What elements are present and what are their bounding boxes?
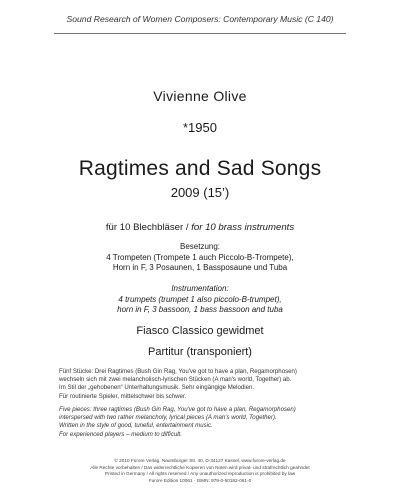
footer-line: © 2010 Furore Verlag, Naumburger Str. 40, D-34127 Kassel, www.furore-verlag.de xyxy=(114,458,286,463)
scoring-line-en: horn in F, 3 bassoon, 1 bass bassoon and tuba xyxy=(117,305,283,314)
description-line: Für routinierte Spieler, mittelschwer bis schwer. xyxy=(59,392,187,400)
description-german xyxy=(59,368,349,401)
scoring-german xyxy=(60,242,340,274)
footer-line: Printed in Germany / All rights reserved / Any unauthorized reproduction is prohibited by law xyxy=(104,471,296,477)
series-header: Sound Research of Women Composers: Contemporary Music (C 140) xyxy=(66,14,334,24)
instrumentation-german: für 10 Blechbläser / xyxy=(105,222,192,233)
description-line: Five pieces: three ragtimes (Bush Gin Rag, You've got to have a plan, Regamorphosen) xyxy=(59,406,296,413)
work-title: Ragtimes and Sad Songs xyxy=(78,157,322,180)
work-year-duration: 2009 (15’) xyxy=(170,185,230,200)
description-line: interspersed with two rather melancholy, lyrical pieces (A man's world, Together). xyxy=(59,414,277,422)
scoring-english xyxy=(60,284,340,316)
description-line: Written in the style of good, tuneful, entertainment music. xyxy=(59,422,213,430)
composer-name: Vivienne Olive xyxy=(153,88,247,104)
description-line: Im Stil der „gehobenen“ Unterhaltungsmusik. Sehr eingängige Melodien. xyxy=(59,384,255,392)
instrumentation-summary xyxy=(0,222,400,233)
scoring-heading-de: Besetzung: xyxy=(179,242,221,251)
score-type: Partitur (transponiert) xyxy=(148,346,252,358)
header-divider xyxy=(54,33,346,34)
scoring-heading-en: Instrumentation: xyxy=(171,284,229,293)
description-english xyxy=(59,406,349,439)
scoring-line-de: 4 Trompeten (Trompete 1 auch Piccolo-B-Trompete), xyxy=(106,252,294,262)
dedication: Fiasco Classico gewidmet xyxy=(136,325,264,337)
footer-line: Alle Rechte vorbehalten / Das widerrechtliche Kopieren von Noten wird privat- und strafrechtlich geahndet xyxy=(90,464,310,470)
description-line: Fünf Stücke: Drei Ragtimes (Bush Gin Rag, You've got to have a plan, Regamorphosen) xyxy=(59,368,297,375)
scoring-line-de: Horn in F, 3 Posaunen, 1 Bassposaune und Tuba xyxy=(112,263,288,272)
composer-birth-year: *1950 xyxy=(183,120,217,135)
footer-line: Furore Edition 10061 · ISMN: 979-0-50182-061-0 xyxy=(148,478,252,484)
description-line: For experienced players – medium to difficult. xyxy=(59,430,182,438)
description-line: wechseln sich mit zwei melancholisch-lyrischen Stücken (A man's world, Together) ab. xyxy=(59,376,292,384)
publisher-footer xyxy=(0,458,400,485)
scoring-line-en: 4 trumpets (trumpet 1 also piccolo-B-trumpet), xyxy=(118,294,282,304)
instrumentation-english: for 10 brass instruments xyxy=(191,222,295,233)
